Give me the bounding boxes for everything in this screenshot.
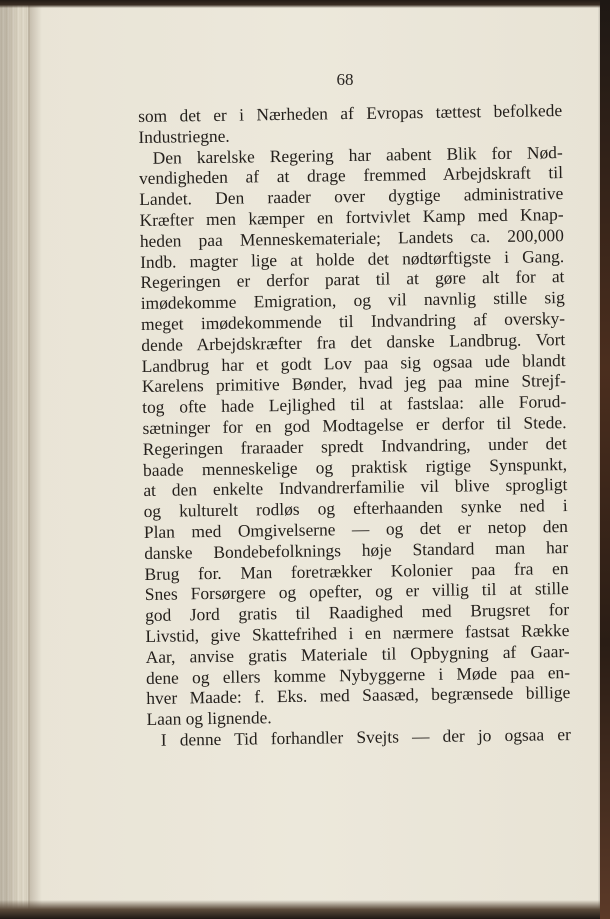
text-line: og kulturelt rodløs og efterhaanden synke ned i bbox=[143, 495, 568, 522]
text-line: Brug for. Man foretrækker Kolonier paa fra en bbox=[144, 557, 569, 584]
gutter-shadow bbox=[28, 0, 42, 919]
text-line: imødekomme Emigration, og vil navnlig stille sig bbox=[140, 287, 565, 314]
text-line: sætninger for en god Modtagelse er derfor til Stede. bbox=[142, 412, 567, 438]
bottom-edge bbox=[0, 900, 610, 919]
text-line: Karelens primitive Bønder, hvad jeg paa mine Strejf- bbox=[141, 370, 567, 397]
book-gutter bbox=[0, 0, 30, 919]
text-line: dende Arbejdskræfter fra det danske Landbrug. Vort bbox=[141, 328, 566, 355]
text-line: Regeringen fraraader spredt Indvandring, under det bbox=[142, 432, 567, 459]
text-line: baade menneskelige og praktisk rigtige Synspunkt, bbox=[142, 453, 568, 480]
text-line: Kræfter men kæmper en fortvivlet Kamp med Knap- bbox=[139, 204, 564, 230]
top-edge bbox=[0, 0, 610, 8]
text-line: Den karelske Regering har aabent Blik for Nød- bbox=[152, 141, 563, 168]
text-line: Snes Forsørgere og opefter, og er villig til at stille bbox=[144, 578, 569, 605]
text-line: Plan med Omgivelserne — og det er netop den bbox=[143, 515, 569, 542]
text-line: danske Bondebefolknings høje Standard man har bbox=[144, 536, 569, 563]
text-line: Laan og lignende. bbox=[146, 707, 272, 730]
text-line: hver Maade: f. Eks. med Saasæd, begrænsede billige bbox=[146, 682, 571, 709]
right-edge bbox=[600, 0, 610, 919]
text-line: meget imødekommende til Indvandring af oversky- bbox=[140, 308, 566, 334]
text-line: Regeringen er derfor parat til at gøre alt for at bbox=[140, 266, 565, 293]
text-line: Aar, anvise gratis Materiale til Opbygning af Gaar- bbox=[145, 640, 570, 667]
text-line: tog ofte hade Lejlighed til at fastslaa: alle Forud- bbox=[142, 391, 567, 418]
text-line: Landbrug har et godt Lov paa sig ogsaa ude blandt bbox=[141, 349, 566, 376]
text-line: Landet. Den raader over dygtige administrative bbox=[139, 183, 564, 210]
text-line: vendigheden af at drage fremmed Arbejdskraft til bbox=[138, 162, 564, 189]
body-text bbox=[138, 100, 571, 751]
text-line: heden paa Menneskemateriale; Landets ca. 200,000 bbox=[139, 224, 564, 251]
text-line: at den enkelte Indvandrerfamilie vil blive sprogligt bbox=[143, 474, 568, 501]
text-line: I denne Tid forhandler Svejts — der jo ogsaa er bbox=[160, 723, 571, 750]
text-line: dene og ellers komme Nybyggerne i Møde paa en- bbox=[145, 661, 571, 688]
text-line: Indb. magter lige at holde det nødtørftigste i Gang. bbox=[140, 245, 565, 272]
text-line: god Jord gratis til Raadighed med Brugsret for bbox=[144, 599, 570, 626]
text-line: Livstid, give Skattefrihed i en nærmere fastsat Række bbox=[145, 619, 570, 646]
page-number: 68 bbox=[336, 70, 354, 89]
text-line: Industriegne. bbox=[138, 125, 230, 147]
text-line: som det er i Nærheden af Evropas tættest befolkede bbox=[138, 100, 563, 126]
